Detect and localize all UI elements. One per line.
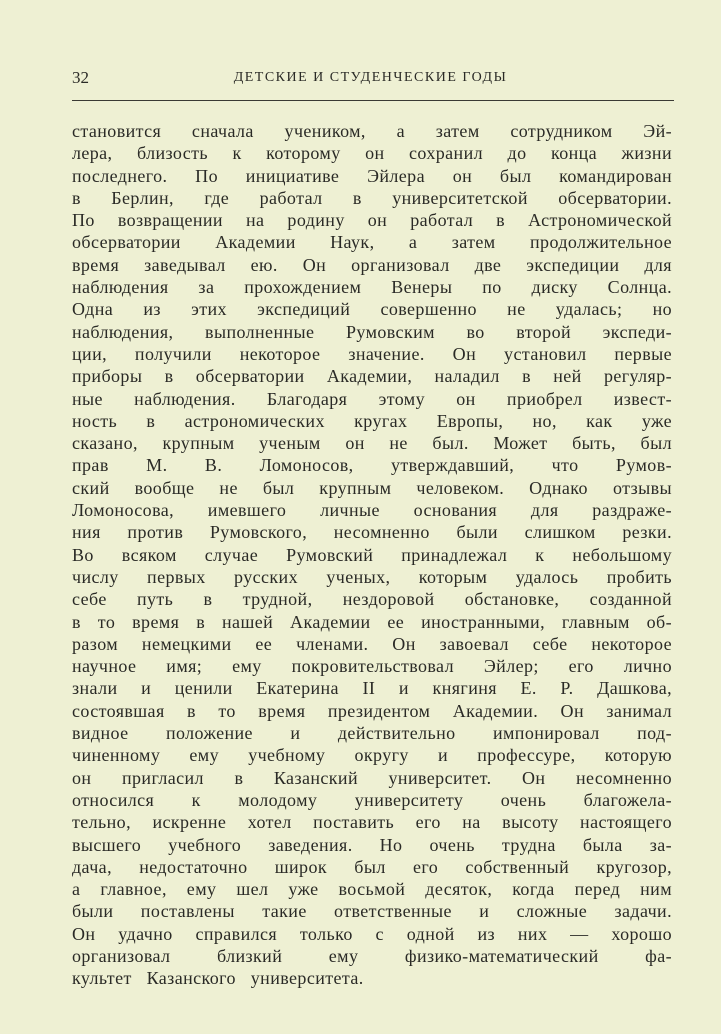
- text-line: относился к молодому университету очень благожела-: [72, 789, 672, 810]
- header-rule: [72, 100, 674, 101]
- text-line: дача, недостаточно широк был его собственный кругозор,: [72, 856, 672, 877]
- text-line: последнего. По инициативе Эйлера он был командирован: [72, 165, 672, 186]
- text-line: тельно, искренне хотел поставить его на высоту настоящего: [72, 812, 672, 833]
- page-number: 32: [72, 68, 89, 87]
- text-line: знали и ценили Екатерина II и княгиня Е. Р. Дашкова,: [72, 678, 672, 699]
- text-line: себе путь в трудной, нездоровой обстановке, созданной: [72, 589, 672, 610]
- text-line: состоявшая в то время президентом Академии. Он занимал: [72, 700, 672, 721]
- text-line: культет Казанского университета.: [72, 968, 364, 989]
- text-line: научное имя; ему покровительствовал Эйлер; его лично: [72, 656, 672, 677]
- text-line: организовал близкий ему физико-математический фа-: [72, 945, 672, 966]
- text-line: наблюдения за прохождением Венеры по диску Солнца.: [72, 277, 672, 298]
- text-line: разом немецкими ее членами. Он завоевал себе некоторое: [72, 633, 672, 654]
- text-line: ции, получили некоторое значение. Он установил первые: [72, 343, 672, 364]
- text-line: Ломоносова, имевшего личные основания для раздраже-: [72, 500, 672, 521]
- text-line: он пригласил в Казанский университет. Он несомненно: [72, 767, 672, 788]
- running-title: ДЕТСКИЕ И СТУДЕНЧЕСКИЕ ГОДЫ: [233, 70, 508, 85]
- text-line: числу первых русских ученых, которым удалось пробить: [72, 566, 672, 587]
- text-line: ность в астрономических кругах Европы, но, как уже: [72, 410, 672, 431]
- text-line: Он удачно справился только с одной из них — хорошо: [72, 923, 672, 944]
- text-line: высшего учебного заведения. Но очень трудна была за-: [72, 834, 672, 855]
- text-line: сказано, крупным ученым он не был. Может быть, был: [72, 433, 672, 454]
- text-line: прав М. В. Ломоносов, утверждавший, что Румов-: [72, 455, 672, 476]
- text-line: обсерватории Академии Наук, а затем продолжительное: [72, 232, 672, 253]
- text-line: лера, близость к которому он сохранил до конца жизни: [72, 143, 672, 164]
- text-line: Во всяком случае Румовский принадлежал к небольшому: [72, 544, 672, 565]
- text-line: По возвращении на родину он работал в Астрономической: [72, 210, 672, 231]
- text-line: в Берлин, где работал в университетской обсерватории.: [72, 187, 672, 208]
- text-line: ния против Румовского, несомненно были слишком резки.: [72, 522, 672, 543]
- text-line: становится сначала учеником, а затем сотрудником Эй-: [72, 121, 672, 141]
- text-line: Одна из этих экспедиций совершенно не удалась; но: [72, 299, 672, 320]
- text-line: время заведывал ею. Он организовал две экспедиции для: [72, 254, 672, 275]
- body-text: [72, 120, 672, 990]
- text-line: были поставлены такие ответственные и сложные задачи.: [72, 901, 672, 922]
- text-line: приборы в обсерватории Академии, наладил в ней регуляр-: [72, 366, 672, 387]
- text-line: наблюдения, выполненные Румовским во второй экспеди-: [72, 321, 672, 342]
- text-line: ский вообще не был крупным человеком. Однако отзывы: [72, 477, 672, 498]
- text-line: ные наблюдения. Благодаря этому он приобрел извест-: [72, 388, 672, 409]
- text-line: чиненному ему учебному округу и профессуре, которую: [72, 745, 672, 766]
- text-line: видное положение и действительно импонировал под-: [72, 723, 672, 744]
- text-line: а главное, ему шел уже восьмой десяток, когда перед ним: [72, 879, 672, 900]
- text-line: в то время в нашей Академии ее иностранными, главным об-: [72, 611, 672, 632]
